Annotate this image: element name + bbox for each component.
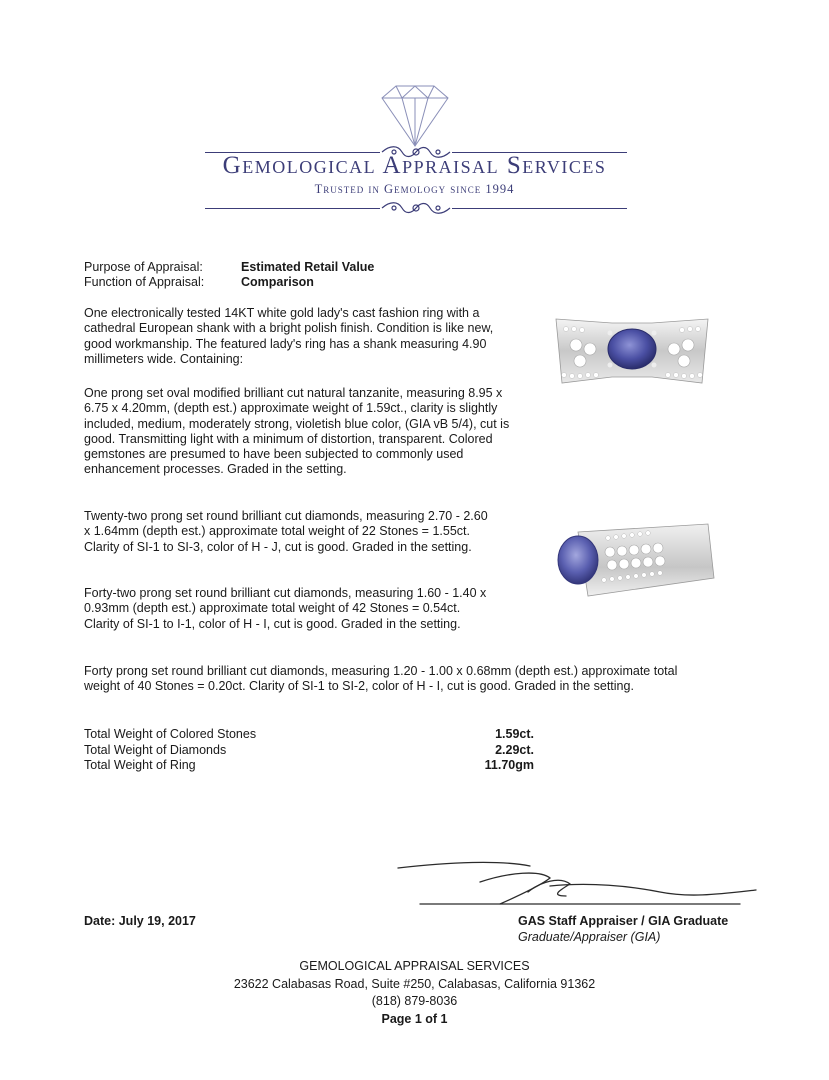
appraiser-signature [390,856,760,916]
appraisal-date: Date: July 19, 2017 [84,914,196,928]
flourish-bottom-icon [380,199,452,217]
description-paragraph-diamonds-42: Forty-two prong set round brilliant cut diamonds, measuring 1.60 - 1.40 x 0.93mm (depth est.) approximate total weight of 42 Stones = 0.54ct. Clarity of SI-1 to I-1, color of H - I, cut is good. Graded in the setting. [84,586,487,631]
totals-row [84,743,534,759]
appraiser-subtitle: Graduate/Appraiser (GIA) [518,930,661,944]
brand-name: Gemological Appraisal Services [222,152,607,179]
appraiser-title: GAS Staff Appraiser / GIA Graduate [518,914,729,928]
function-value: Comparison [241,275,314,289]
footer-company: GEMOLOGICAL APPRAISAL SERVICES [299,959,530,973]
brand-tagline: Trusted in Gemology since 1994 [314,182,515,196]
page-number: Page 1 of 1 [381,1011,448,1026]
totals-row-value: 11.70gm [484,758,534,772]
totals-row-label: Total Weight of Ring [84,758,196,772]
ring-photo-front [552,305,712,393]
description-paragraph-tanzanite: One prong set oval modified brilliant cut natural tanzanite, measuring 8.95 x 6.75 x 4.20mm, (depth est.) approximate weight of 1.59ct., clarity is slightly included, medium, moderately strong, violetish blue color, (GIA vB 5/4), cut is good. Transmitting light with a minimum of distortion, transparent. Colored gemstones are presumed to have been subjected to commonly used enhancement processes. Graded in the setting. [84,386,510,477]
totals-row [84,727,534,743]
footer-address: 23622 Calabasas Road, Suite #250, Calabasas, California 91362 [233,976,596,991]
description-paragraph-ring: One electronically tested 14KT white gold lady's cast fashion ring with a cathedral European shank with a bright polish finish. Condition is like new, good workmanship. The featured lady's ring has a shank measuring 4.90 millimeters wide. Containing: [84,306,494,366]
brand-title [0,152,829,180]
totals-row-value: 2.29ct. [495,742,534,757]
footer [0,958,829,1028]
header-rule-bottom-right [452,208,627,209]
totals-row-label: Total Weight of Colored Stones [84,727,257,741]
footer-phone: (818) 879-8036 [371,994,458,1008]
function-label: Function of Appraisal: [84,275,205,289]
totals-row-value: 1.59ct. [495,727,534,741]
totals-table [84,727,534,774]
purpose-label: Purpose of Appraisal: [84,260,203,274]
header-rule-bottom-left [205,208,380,209]
appraisal-purpose-block [84,260,484,292]
description-paragraph-diamonds-22: Twenty-two prong set round brilliant cut diamonds, measuring 2.70 - 2.60 x 1.64mm (depth est.) approximate total weight of 22 Stones = 1.55ct. Clarity of SI-1 to SI-3, color of H - J, cut is good. Graded in the setting. [84,509,488,554]
totals-row [84,758,534,774]
ring-photo-angle [548,520,718,602]
totals-row-label: Total Weight of Diamonds [84,742,227,757]
description-paragraph-diamonds-40: Forty prong set round brilliant cut diamonds, measuring 1.20 - 1.00 x 0.68mm (depth est.) approximate total weight of 40 Stones = 0.20ct. Clarity of SI-1 to SI-2, color of H - I, cut is good. Graded in the setting. [84,664,678,694]
purpose-value: Estimated Retail Value [241,260,375,274]
